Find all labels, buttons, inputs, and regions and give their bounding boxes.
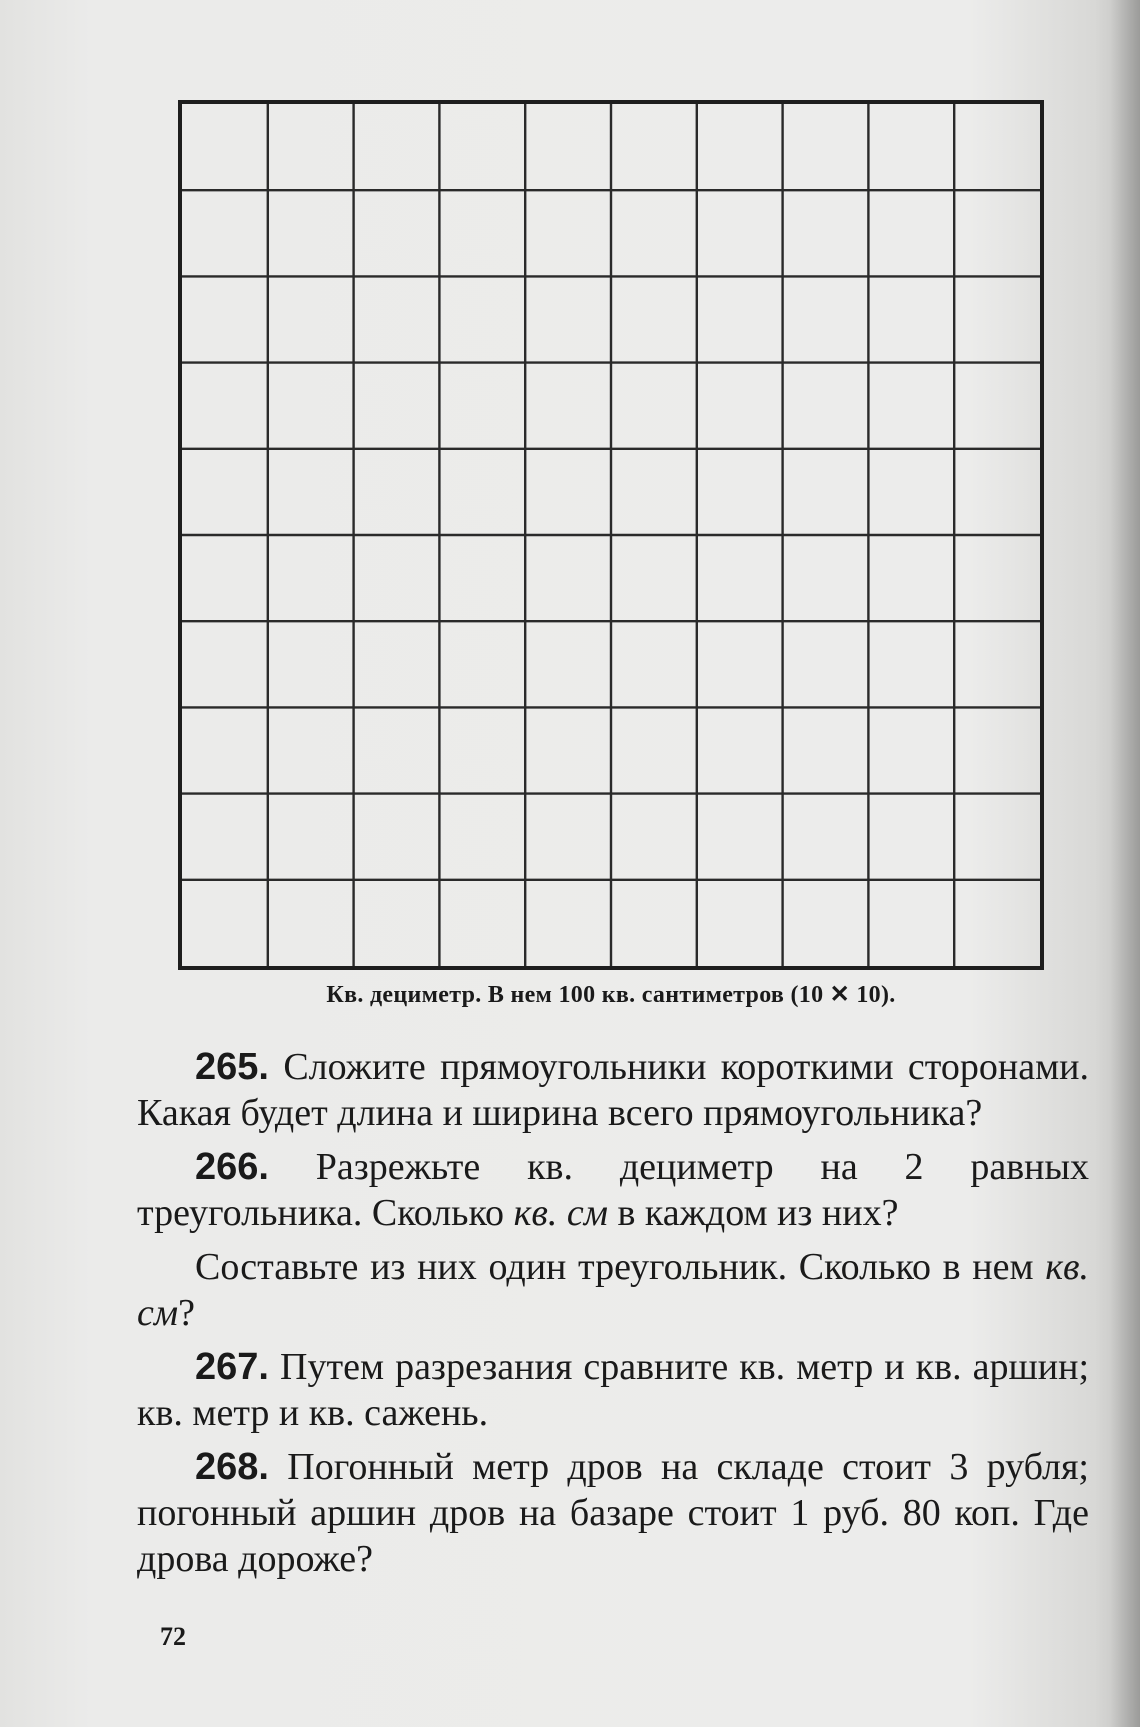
problem-265 xyxy=(137,1044,1089,1136)
problem-text: в каждом из них? xyxy=(607,1192,899,1234)
problem-number: 267. xyxy=(195,1346,269,1388)
problem-267 xyxy=(137,1344,1089,1436)
problem-text: ? xyxy=(178,1292,195,1334)
page-edge-shadow xyxy=(1110,0,1140,1727)
problem-text: Путем разрезания сравните кв. метр и кв. аршин; кв. метр и кв. сажень. xyxy=(137,1346,1089,1434)
problem-268 xyxy=(137,1444,1089,1582)
grid-lines xyxy=(182,104,1040,966)
problem-number: 265. xyxy=(195,1046,269,1088)
figure-caption: Кв. дециметр. В нем 100 кв. сантиметров (10 ✕ 10). xyxy=(326,982,896,1008)
square-decimeter-grid xyxy=(178,100,1044,970)
problem-number: 266. xyxy=(195,1146,269,1188)
unit-italic: кв. см xyxy=(137,1246,1089,1334)
problem-266-followup xyxy=(137,1244,1089,1336)
unit-italic: кв. см xyxy=(513,1192,608,1234)
problem-number: 268. xyxy=(195,1446,269,1488)
problem-text: Разрежьте кв. дециметр на 2 равных треугольника. Сколько xyxy=(137,1146,1089,1234)
problems-text xyxy=(137,1044,1089,1590)
problem-text: Сложите прямоугольники короткими сторонами. Какая будет длина и ширина всего прямоугольника? xyxy=(137,1046,1089,1134)
problem-text: Погонный метр дров на складе стоит 3 рубля; погонный аршин дров на базаре стоит 1 руб. 80 коп. Где дрова дороже? xyxy=(137,1446,1089,1580)
problem-266 xyxy=(137,1144,1089,1236)
page-number: 72 xyxy=(160,1622,186,1651)
problem-text: Составьте из них один треугольник. Сколько в нем xyxy=(195,1246,1046,1288)
